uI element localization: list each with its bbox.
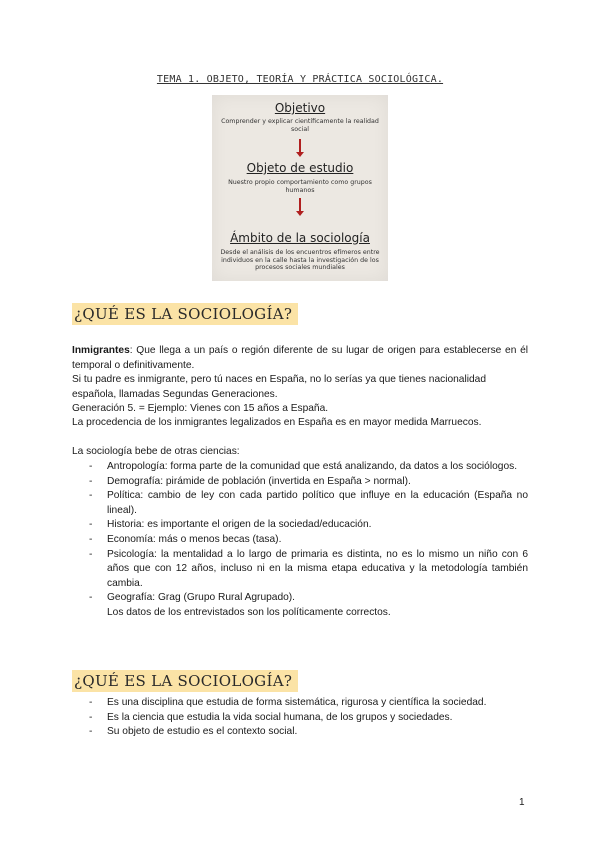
list-item: - Geografía: Grag (Grupo Rural Agrupado). <box>89 592 296 604</box>
list-item: - Es la ciencia que estudia la vida social humana, de los grupos y sociedades. <box>89 711 453 723</box>
closing-note: Los datos de los entrevistados son los políticamente correctos. <box>107 606 391 618</box>
diagram-scope-heading: Ámbito de la sociología <box>230 231 370 245</box>
list-item: - Psicología: la mentalidad a lo largo de primaria es distinta, no es lo mismo un niño con 6 años que con 12 años, incluso ni en la misma etapa educativa y la metodología también cambia. <box>89 548 528 589</box>
list-item: - Su objeto de estudio es el contexto social. <box>89 726 298 738</box>
diagram-objective-text: Comprender y explicar científicamente la realidad social <box>221 118 379 133</box>
list-item: - Antropología: forma parte de la comunidad que está analizando, da datos a los sociólogos. <box>89 461 518 472</box>
sciences-list <box>72 460 528 621</box>
concept-diagram <box>212 95 388 281</box>
immigrants-definition: Inmigrantes: Que llega a un país o región diferente de su lugar de origen para establecerse en él temporal o definitivamente. <box>72 345 528 371</box>
diagram-scope-text: Desde el análisis de los encuentros efímeros entre individuos en la calle hasta la investigación de los procesos sociales mundiales <box>220 249 380 271</box>
paragraph: Generación 5. = Ejemplo: Vienes con 15 años a España. <box>72 403 329 414</box>
list-item: - Es una disciplina que estudia de forma sistemática, rigurosa y científica la sociedad. <box>89 697 487 708</box>
paragraph: Si tu padre es inmigrante, pero tú naces en España, no lo serías ya que tienes nacionalidad española, llamadas Segundas Generaciones. <box>72 374 486 400</box>
list-item: - Economía: más o menos becas (tasa). <box>89 533 282 545</box>
immigrants-term: Inmigrantes <box>72 345 130 356</box>
document-title: TEMA 1. OBJETO, TEORÍA Y PRÁCTICA SOCIOLÓGICA. <box>156 74 444 85</box>
arrow-down-icon <box>299 139 301 153</box>
definition-list <box>72 696 528 740</box>
diagram-objective-heading: Objetivo <box>274 101 326 115</box>
list-item: - Historia: es importante el origen de la sociedad/educación. <box>89 519 372 531</box>
section-heading: ¿QUÉ ES LA SOCIOLOGÍA? <box>72 303 298 325</box>
paragraph: La procedencia de los inmigrantes legalizados en España es en mayor medida Marruecos. <box>72 417 482 428</box>
sciences-intro: La sociología bebe de otras ciencias: <box>72 446 240 457</box>
diagram-object-text: Nuestro propio comportamiento como grupos humanos <box>228 179 372 194</box>
list-item: - Política: cambio de ley con cada partido político que influye en la educación (España no lineal). <box>89 490 528 516</box>
section-heading: ¿QUÉ ES LA SOCIOLOGÍA? <box>72 670 298 692</box>
arrowhead-icon <box>296 152 304 157</box>
list-item: - Demografía: pirámide de población (invertida en España > normal). <box>89 475 411 487</box>
arrowhead-icon <box>296 211 304 216</box>
diagram-object-heading: Objeto de estudio <box>246 161 354 175</box>
page-number: 1 <box>519 797 525 808</box>
arrow-down-icon <box>299 198 301 212</box>
